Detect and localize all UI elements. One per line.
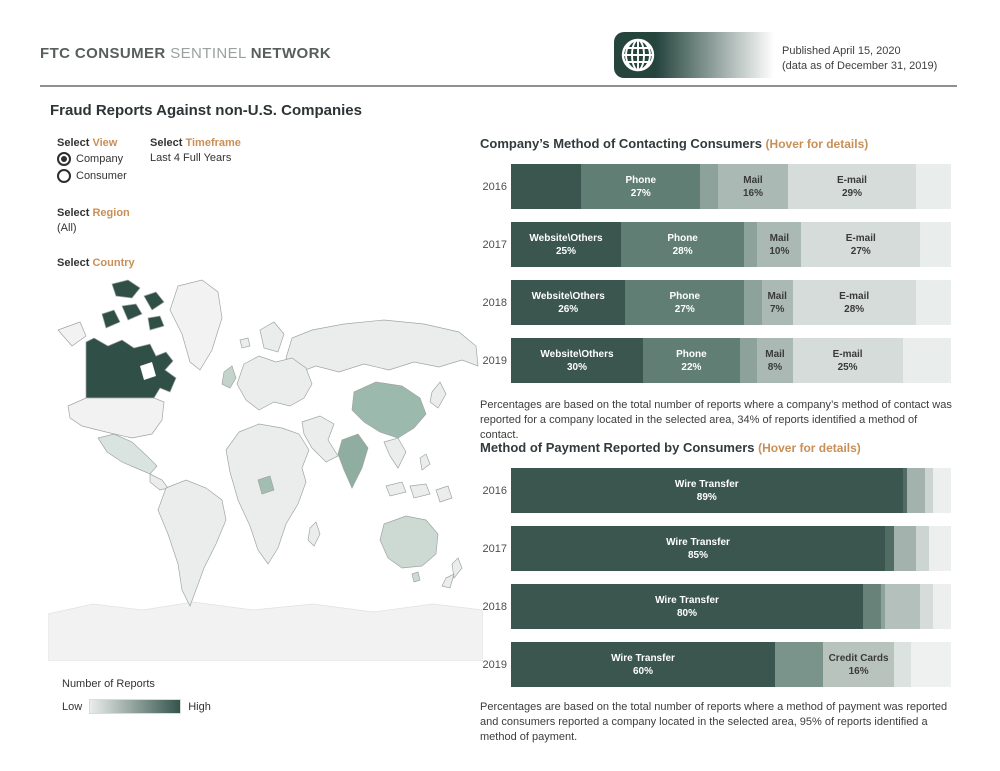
region-value[interactable]: (All) — [57, 222, 77, 234]
segment-value: 28% — [844, 303, 865, 315]
stacked-bar — [511, 164, 951, 209]
radio-company-icon[interactable] — [57, 152, 71, 166]
segment-unlabeled[interactable] — [894, 526, 916, 571]
segment-unlabeled[interactable] — [916, 164, 951, 209]
map-country-united-kingdom[interactable] — [222, 366, 236, 388]
timeframe-label: Timeframe — [185, 137, 241, 149]
segment-label: Website\Others — [540, 348, 614, 360]
segment-value: 60% — [632, 665, 653, 677]
map-country-philippines[interactable] — [420, 454, 430, 470]
chart-row-2016 — [480, 164, 951, 209]
chart-row-2019 — [480, 642, 951, 687]
segment-phone[interactable] — [643, 338, 740, 383]
segment-label: Phone — [667, 232, 698, 244]
segment-unlabeled[interactable] — [907, 468, 925, 513]
control-timeframe — [150, 137, 241, 164]
segment-unlabeled[interactable] — [894, 642, 912, 687]
segment-unlabeled[interactable] — [933, 468, 951, 513]
radio-option-consumer[interactable] — [57, 169, 127, 183]
globe-icon — [618, 35, 658, 80]
contact-chart-title — [480, 136, 868, 151]
map-country-mexico[interactable] — [98, 434, 157, 474]
segment-phone[interactable] — [621, 222, 744, 267]
segment-label: E-mail — [836, 174, 867, 186]
segment-unlabeled[interactable] — [933, 584, 951, 629]
select-label: Select — [57, 137, 90, 149]
year-label: 2019 — [482, 658, 507, 671]
segment-mail[interactable] — [757, 338, 792, 383]
select-label: Select — [57, 207, 90, 219]
segment-unlabeled[interactable] — [916, 526, 929, 571]
control-timeframe-label — [150, 137, 241, 149]
select-label: Select — [150, 137, 183, 149]
stacked-bar — [511, 468, 951, 513]
segment-value: 27% — [850, 245, 871, 257]
world-map[interactable] — [48, 266, 483, 661]
segment-website-others[interactable] — [511, 280, 625, 325]
published-date — [782, 44, 937, 74]
map-legend — [62, 699, 211, 714]
segment-label: Wire Transfer — [674, 478, 739, 490]
segment-mail[interactable] — [718, 164, 788, 209]
logo-part-3: NETWORK — [250, 45, 332, 62]
segment-label: Mail — [767, 290, 787, 302]
year-label: 2018 — [482, 600, 507, 613]
segment-unlabeled[interactable] — [744, 222, 757, 267]
map-legend-high-label: High — [188, 700, 211, 713]
stacked-bar — [511, 642, 951, 687]
payment-method-chart — [480, 468, 951, 700]
segment-value: 16% — [848, 665, 869, 677]
control-region-label — [57, 207, 130, 219]
map-region-alaska[interactable] — [58, 322, 86, 346]
payment-chart-footnote: Percentages are based on the total number of reports where a method of payment was reported and consumers reported a company located in the selected area, 95% of reports identified a method of payment. — [480, 701, 948, 743]
segment-value: 25% — [837, 361, 858, 373]
segment-label: Wire Transfer — [611, 652, 675, 664]
segment-unlabeled[interactable] — [775, 642, 823, 687]
map-region-southeast-asia[interactable] — [384, 438, 406, 468]
map-country-india[interactable] — [338, 434, 368, 488]
segment-value: 29% — [841, 187, 862, 199]
radio-company-label[interactable]: Company — [76, 153, 124, 165]
map-region-middle-east[interactable] — [302, 416, 338, 462]
segment-label: E-mail — [845, 232, 876, 244]
segment-label: E-mail — [832, 348, 863, 360]
segment-e-mail[interactable] — [793, 280, 916, 325]
chart-row-2018 — [480, 584, 951, 629]
map-country-madagascar[interactable] — [308, 522, 320, 546]
year-label: 2017 — [482, 238, 507, 251]
segment-value: 85% — [687, 549, 708, 561]
segment-unlabeled[interactable] — [903, 338, 951, 383]
map-legend-low-label: Low — [62, 700, 83, 713]
stacked-bar — [511, 280, 951, 325]
segment-unlabeled[interactable] — [916, 280, 951, 325]
control-view — [57, 137, 127, 183]
chart-row-2019 — [480, 338, 951, 383]
segment-value: 8% — [767, 361, 783, 373]
map-legend-gradient — [89, 699, 181, 714]
map-country-japan[interactable] — [430, 382, 446, 408]
published-line-2: (data as of December 31, 2019) — [782, 60, 938, 72]
view-label: View — [92, 137, 118, 149]
published-line-1: Published April 15, 2020 — [782, 45, 901, 57]
map-region-central-america[interactable] — [150, 474, 168, 490]
segment-label: Wire Transfer — [666, 536, 730, 548]
timeframe-value[interactable]: Last 4 Full Years — [150, 152, 232, 164]
segment-wire-transfer[interactable] — [511, 642, 775, 687]
map-country-new-zealand[interactable] — [442, 558, 462, 588]
segment-label: Mail — [743, 174, 763, 186]
app-logo — [40, 45, 331, 62]
map-region-europe[interactable] — [237, 356, 312, 410]
segment-unlabeled[interactable] — [885, 526, 894, 571]
map-region-africa[interactable] — [226, 424, 309, 564]
segment-value: 22% — [681, 361, 702, 373]
segment-unlabeled[interactable] — [740, 338, 758, 383]
stacked-bar — [511, 584, 951, 629]
segment-label: Mail — [769, 232, 790, 244]
payment-chart-hover-hint: (Hover for details) — [758, 441, 861, 455]
segment-label: Wire Transfer — [655, 594, 719, 606]
logo-part-1: FTC CONSUMER — [40, 45, 166, 62]
chart-row-2017 — [480, 222, 951, 267]
page-title: Fraud Reports Against non-U.S. Companies — [50, 102, 362, 119]
segment-unlabeled[interactable] — [925, 468, 934, 513]
segment-phone[interactable] — [581, 164, 700, 209]
segment-label: Website\Others — [531, 290, 605, 302]
map-country-russia[interactable] — [286, 320, 478, 372]
year-label: 2017 — [482, 542, 507, 555]
contact-chart-hover-hint: (Hover for details) — [765, 137, 869, 151]
stacked-bar — [511, 338, 951, 383]
segment-e-mail[interactable] — [801, 222, 920, 267]
segment-value: 89% — [696, 491, 717, 503]
radio-option-company[interactable] — [57, 152, 127, 166]
segment-unlabeled[interactable] — [885, 584, 920, 629]
region-label: Region — [92, 207, 130, 219]
segment-wire-transfer[interactable] — [511, 584, 863, 629]
year-label: 2019 — [482, 354, 507, 367]
payment-chart-title-text: Method of Payment Reported by Consumers — [480, 440, 755, 455]
segment-website-others[interactable] — [511, 338, 643, 383]
segment-wire-transfer[interactable] — [511, 468, 903, 513]
segment-website-others[interactable] — [511, 222, 621, 267]
contact-method-chart — [480, 164, 951, 396]
segment-unlabeled[interactable] — [744, 280, 762, 325]
stacked-bar — [511, 526, 951, 571]
contact-chart-footnote: Percentages are based on the total number of reports where a company’s method of contact was reported for a company located in the selected area, 34% of reports identified a method of contact. — [480, 399, 952, 441]
segment-e-mail[interactable] — [793, 338, 903, 383]
map-country-australia[interactable] — [380, 516, 438, 582]
segment-unlabeled[interactable] — [920, 584, 933, 629]
segment-value: 26% — [558, 303, 579, 315]
segment-label: Website\Others — [529, 232, 603, 244]
segment-label: Phone — [676, 348, 707, 360]
year-label: 2016 — [482, 180, 507, 193]
segment-phone[interactable] — [625, 280, 744, 325]
map-country-canada[interactable] — [86, 280, 176, 398]
map-region-scandinavia[interactable] — [260, 322, 284, 352]
segment-unlabeled[interactable] — [920, 222, 951, 267]
logo-part-2: SENTINEL — [170, 45, 247, 62]
radio-consumer-icon[interactable] — [57, 169, 71, 183]
segment-value: 25% — [555, 245, 576, 257]
segment-e-mail[interactable] — [788, 164, 916, 209]
header-gradient-banner — [614, 32, 774, 78]
stacked-bar — [511, 222, 951, 267]
map-country-greenland[interactable] — [170, 280, 222, 370]
chart-row-2016 — [480, 468, 951, 513]
segment-mail[interactable] — [762, 280, 793, 325]
segment-wire-transfer[interactable] — [511, 526, 885, 571]
segment-unlabeled[interactable] — [511, 164, 581, 209]
segment-value: 27% — [630, 187, 651, 199]
segment-value: 28% — [672, 245, 693, 257]
segment-value: 30% — [566, 361, 587, 373]
segment-unlabeled[interactable] — [929, 526, 951, 571]
year-label: 2016 — [482, 484, 507, 497]
control-region — [57, 207, 130, 234]
control-view-label — [57, 137, 127, 149]
map-country-indonesia[interactable] — [386, 482, 452, 502]
year-label: 2018 — [482, 296, 507, 309]
segment-label: Phone — [669, 290, 701, 302]
segment-label: Mail — [765, 348, 785, 360]
header-divider — [40, 85, 957, 87]
select-label: Select — [57, 257, 90, 269]
segment-value: 7% — [769, 303, 785, 315]
radio-consumer-label[interactable]: Consumer — [76, 170, 127, 182]
segment-value: 10% — [769, 245, 790, 257]
segment-label: Credit Cards — [828, 652, 889, 664]
country-label: Country — [92, 257, 135, 269]
segment-value: 80% — [676, 607, 697, 619]
segment-credit-cards[interactable] — [823, 642, 893, 687]
contact-chart-title-text: Company’s Method of Contacting Consumers — [480, 136, 762, 151]
segment-value: 27% — [674, 303, 695, 315]
payment-chart-title — [480, 440, 861, 455]
segment-unlabeled[interactable] — [700, 164, 718, 209]
map-country-united-states[interactable] — [68, 398, 164, 438]
segment-label: Phone — [625, 174, 657, 186]
chart-row-2017 — [480, 526, 951, 571]
segment-value: 16% — [742, 187, 763, 199]
map-country-iceland[interactable] — [240, 338, 250, 348]
chart-row-2018 — [480, 280, 951, 325]
segment-unlabeled[interactable] — [911, 642, 951, 687]
map-country-china[interactable] — [352, 382, 426, 438]
map-region-south-america[interactable] — [158, 480, 226, 606]
segment-label: E-mail — [839, 290, 870, 302]
segment-unlabeled[interactable] — [863, 584, 881, 629]
segment-mail[interactable] — [757, 222, 801, 267]
map-legend-title: Number of Reports — [62, 678, 155, 690]
map-antarctica — [48, 602, 483, 661]
